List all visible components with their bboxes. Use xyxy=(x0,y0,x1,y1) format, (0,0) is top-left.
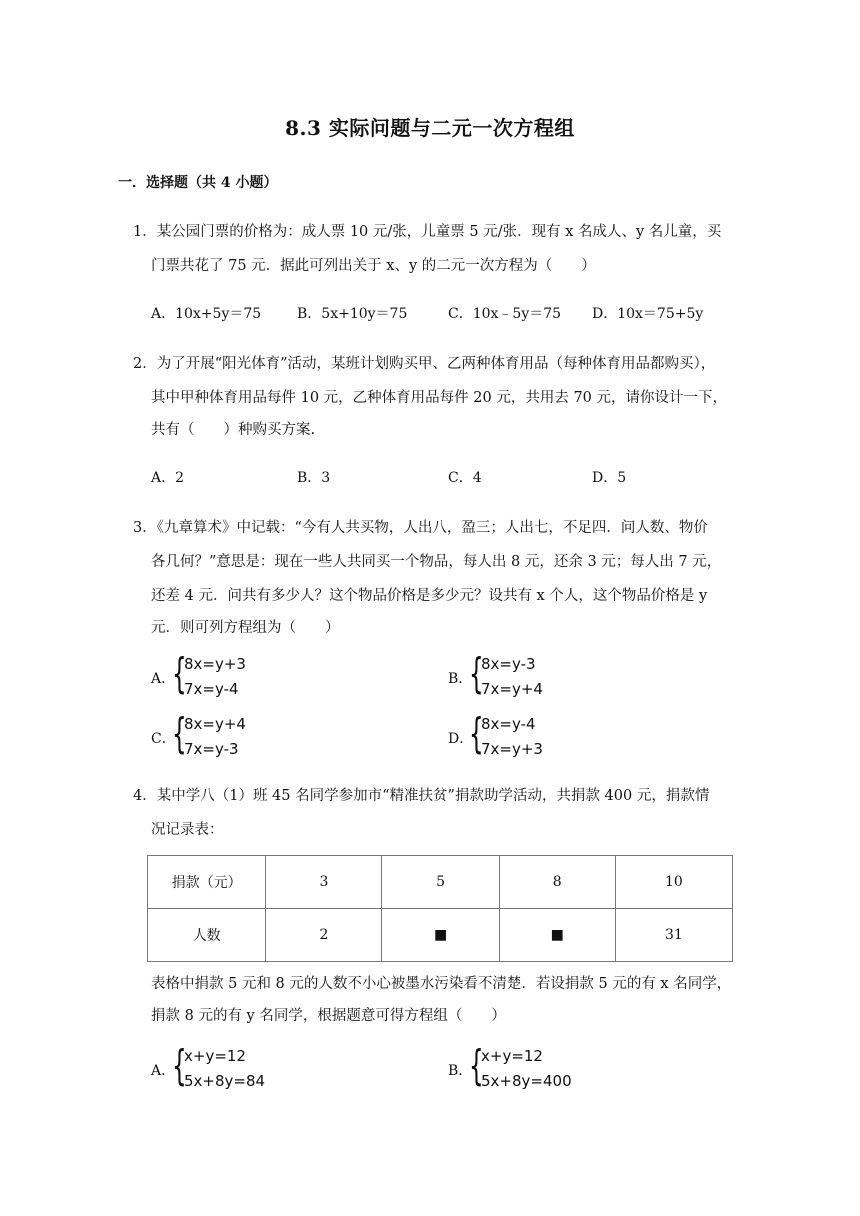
brace-icon: { xyxy=(469,1041,484,1090)
q2-option-a: A．2 xyxy=(151,470,185,486)
q2-option-c: C．4 xyxy=(448,470,482,486)
q4-line-2: 况记录表： xyxy=(151,822,224,838)
q3-option-c-label: C． xyxy=(151,731,176,747)
q3-option-a-label: A． xyxy=(151,671,176,687)
q3-option-b-eq2: 7x=y+4 xyxy=(481,680,543,698)
table-cell: 2 xyxy=(266,909,382,962)
q4-option-a-eq2: 5x+8y=84 xyxy=(184,1072,266,1090)
table-cell: 10 xyxy=(615,856,732,909)
q3-option-d-eq2: 7x=y+3 xyxy=(481,740,543,758)
table-row xyxy=(148,909,733,962)
q1-option-b: B．5x+10y＝75 xyxy=(297,306,408,322)
brace-icon: { xyxy=(172,1041,187,1090)
q1-option-d: D．10x＝75+5y xyxy=(592,306,704,322)
table-cell: 3 xyxy=(266,856,382,909)
q3-option-c-eq1: 8x=y+4 xyxy=(184,715,246,733)
table-cell-ink-blot: ■ xyxy=(499,909,615,962)
donation-table xyxy=(147,855,733,962)
q2-line-1: 2．为了开展“阳光体育”活动，某班计划购买甲、乙两种体育用品（每种体育用品都购买）， xyxy=(133,356,716,372)
q1-option-a: A．10x+5y＝75 xyxy=(151,306,262,322)
brace-icon: { xyxy=(172,649,187,698)
q1-option-c: C．10x﹣5y＝75 xyxy=(448,306,562,322)
q2-line-2: 其中甲种体育用品每件 10 元，乙种体育用品每件 20 元，共用去 70 元，请你设计一下， xyxy=(151,390,728,406)
q4-after-line-2: 捐款 8 元的有 y 名同学，根据题意可得方程组（ ） xyxy=(151,1008,506,1024)
q3-option-a-eq1: 8x=y+3 xyxy=(184,655,246,673)
q4-option-b-eq2: 5x+8y=400 xyxy=(481,1072,572,1090)
brace-icon: { xyxy=(172,709,187,758)
section-heading: 一．选择题（共 4 小题） xyxy=(118,175,278,191)
q4-option-a-eq1: x+y=12 xyxy=(184,1047,246,1065)
brace-icon: { xyxy=(469,709,484,758)
q3-option-a-eq2: 7x=y-4 xyxy=(184,680,239,698)
q4-option-a-label: A． xyxy=(151,1063,176,1079)
table-cell: 8 xyxy=(499,856,615,909)
table-cell: 31 xyxy=(615,909,732,962)
q3-option-b-label: B． xyxy=(448,671,473,687)
table-cell: 5 xyxy=(382,856,499,909)
q3-option-b-eq1: 8x=y-3 xyxy=(481,655,536,673)
q2-option-d: D．5 xyxy=(592,470,627,486)
q4-after-line-1: 表格中捐款 5 元和 8 元的人数不小心被墨水污染看不清楚．若设捐款 5 元的有 x 名同学， xyxy=(151,976,732,992)
q3-option-d-eq1: 8x=y-4 xyxy=(481,715,536,733)
table-cell: 捐款（元） xyxy=(148,856,266,909)
q3-option-c-eq2: 7x=y-3 xyxy=(184,740,239,758)
q3-line-1: 3．《九章算术》中记载：“今有人共买物，人出八，盈三；人出七，不足四．问人数、物价 xyxy=(133,520,708,536)
q3-line-2: 各几何？”意思是：现在一些人共同买一个物品，每人出 8 元，还余 3 元；每人出 7 元， xyxy=(151,554,722,570)
q4-line-1: 4．某中学八（1）班 45 名同学参加市“精准扶贫”捐款助学活动，共捐款 400 元，捐款情 xyxy=(133,788,710,804)
page-title: 8.3 实际问题与二元一次方程组 xyxy=(285,116,575,140)
q4-option-b-label: B． xyxy=(448,1063,473,1079)
q1-line-1: 1．某公园门票的价格为：成人票 10 元/张，儿童票 5 元/张．现有 x 名成人、y 名儿童，买 xyxy=(133,224,722,240)
q3-line-3: 还差 4 元．问共有多少人？这个物品价格是多少元？设共有 x 个人，这个物品价格是 y xyxy=(151,588,708,604)
q4-option-b-eq1: x+y=12 xyxy=(481,1047,543,1065)
brace-icon: { xyxy=(469,649,484,698)
table-cell: 人数 xyxy=(148,909,266,962)
q2-option-b: B．3 xyxy=(297,470,331,486)
q3-line-4: 元．则可列方程组为（ ） xyxy=(151,620,340,636)
table-row xyxy=(148,856,733,909)
table-cell-ink-blot: ■ xyxy=(382,909,499,962)
q2-line-3: 共有（ ）种购买方案. xyxy=(151,422,316,438)
q3-option-d-label: D． xyxy=(448,731,474,747)
q1-line-2: 门票共花了 75 元．据此可列出关于 x、y 的二元一次方程为（ ） xyxy=(151,258,596,274)
